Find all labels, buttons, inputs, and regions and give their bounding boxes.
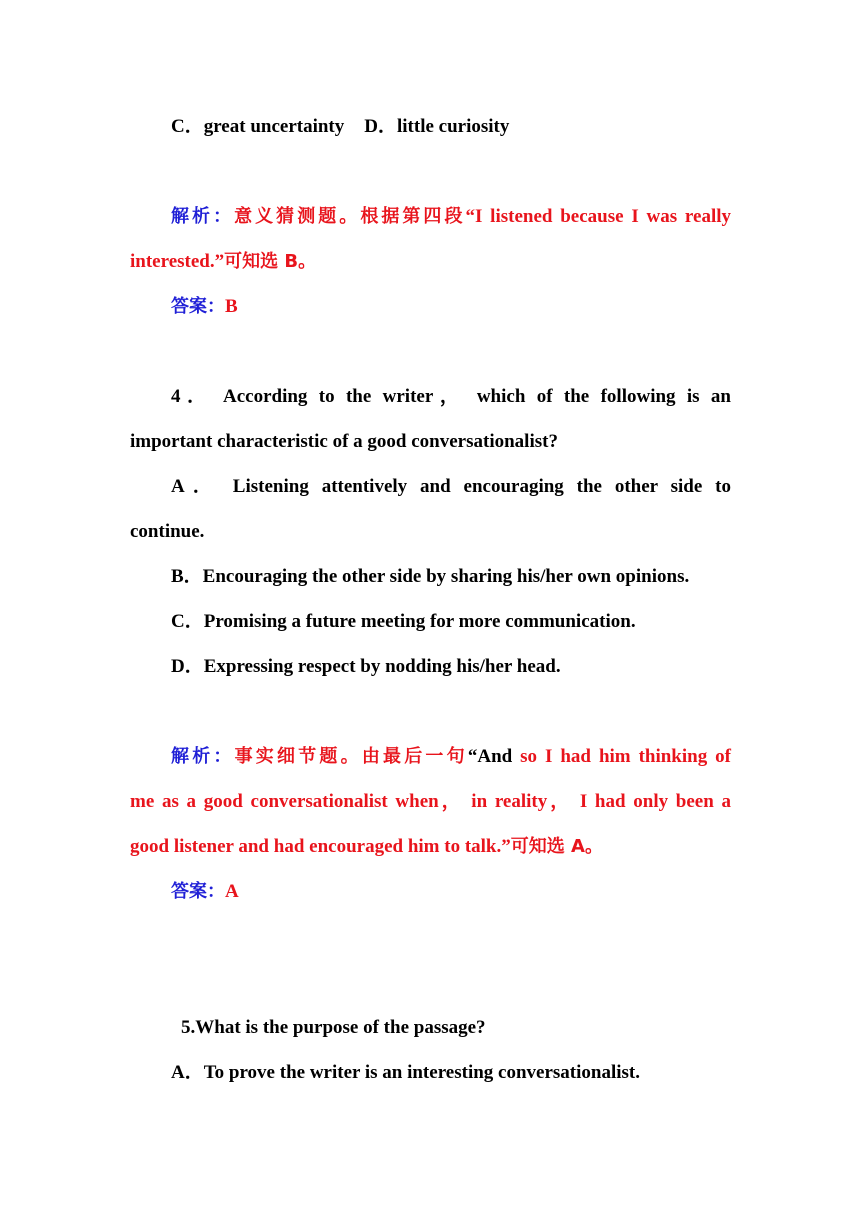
q3-analysis-line1 <box>171 204 731 230</box>
q4-analysis-quote-part3: good listener and had encouraged him to talk. <box>130 836 502 857</box>
q3-analysis-tail: 可知选 B。 <box>224 251 317 272</box>
q4-option-a-line2: continue. <box>130 521 205 542</box>
q3-analysis-text: 意义猜测题。根据第四段 <box>234 206 466 227</box>
q4-analysis-line1 <box>171 744 731 770</box>
q4-analysis-quote-part2: me as a good conversationalist when， in reality， I had only been a <box>130 791 731 812</box>
q4-answer-label: 答案： <box>171 881 225 902</box>
q4-option-c: C．Promising a future meeting for more communication. <box>171 611 636 632</box>
q4-analysis-line2 <box>130 789 731 815</box>
q3-answer <box>171 294 731 320</box>
q4-answer <box>171 879 731 905</box>
q4-answer-value: A <box>225 881 239 902</box>
q5-stem: 5.What is the purpose of the passage? <box>181 1017 486 1038</box>
q4-analysis-label: 解析： <box>171 746 235 767</box>
q4-analysis-quote-part1: so I had him thinking of <box>520 746 731 767</box>
q3-analysis-label: 解析： <box>171 206 235 227</box>
q3-option-d: D．little curiosity <box>364 116 510 137</box>
q5-option-a: A．To prove the writer is an interesting conversationalist. <box>171 1062 640 1083</box>
q4-analysis-line3 <box>130 834 731 860</box>
q4-option-b: B．Encouraging the other side by sharing his/her own opinions. <box>171 566 690 587</box>
q3-answer-label: 答案： <box>171 296 225 317</box>
q3-options-cd <box>171 114 731 140</box>
q4-analysis-quote-close: ” <box>501 836 511 857</box>
q4-stem-line2: important characteristic of a good conversationalist? <box>130 431 558 452</box>
q3-answer-value: B <box>225 296 238 317</box>
q4-analysis-text: 事实细节题。由最后一句 <box>234 746 468 767</box>
q4-option-d: D．Expressing respect by nodding his/her head. <box>171 656 561 677</box>
q4-analysis-and: And <box>477 746 513 767</box>
q4-analysis-quote-open: “ <box>467 746 478 767</box>
q3-option-c: C．great uncertainty <box>171 116 345 137</box>
q4-option-a-line1: A． Listening attentively and encouraging the other side to <box>171 476 731 497</box>
q3-analysis-quote-part2: interested.” <box>130 251 225 272</box>
q4-stem-line1: 4． According to the writer， which of the following is an <box>171 386 731 407</box>
q3-analysis-quote-part1: “I listened because I was really <box>465 206 732 227</box>
q3-analysis-line2 <box>130 249 731 275</box>
q4-analysis-tail: 可知选 A。 <box>510 836 603 857</box>
